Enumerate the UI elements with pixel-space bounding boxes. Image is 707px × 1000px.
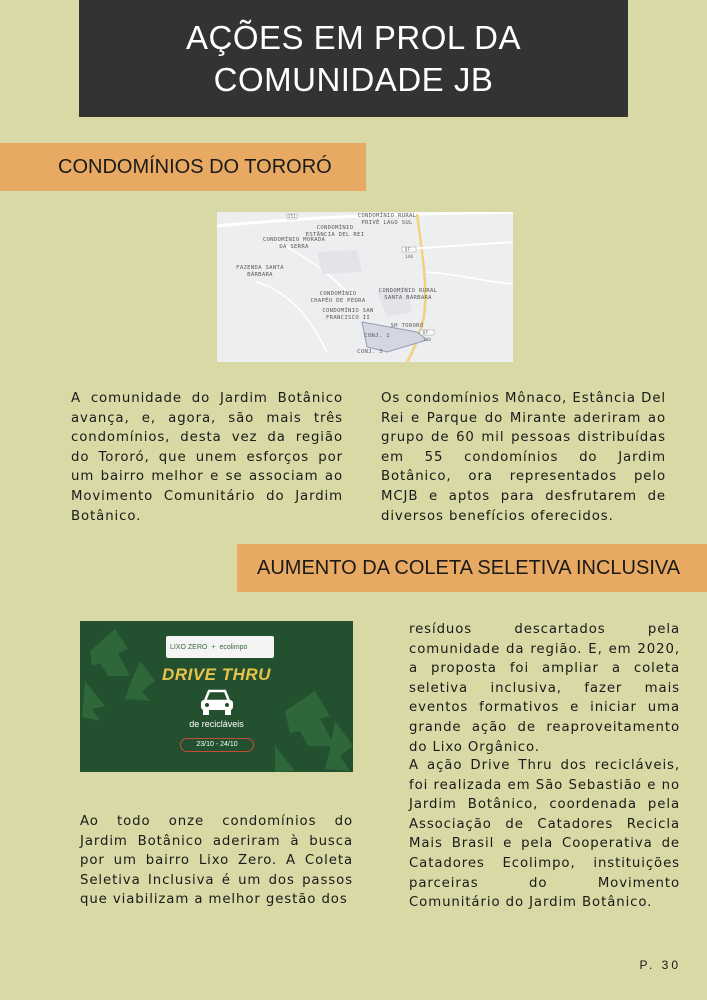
map-label-chapeu: CONDOMÍNIO CHAPÉU DE PEDRA xyxy=(310,291,366,304)
map-label-estancia: CONDOMÍNIO ESTÂNCIA DEL REI xyxy=(305,225,365,238)
map-label-san-francisco: CONDOMÍNIO SAN FRANCISCO II xyxy=(322,308,374,321)
section-heading-tororo: CONDOMÍNIOS DO TORORÓ xyxy=(0,143,366,191)
coleta-text-right-p1: resíduos descartados pela comunidade da região. E, em 2020, a proposta foi ampliar a coleta seletiva inclusiva, fazer mais eventos formativos e iniciar uma grande ação de reaproveitamento do Lixo Orgânico. xyxy=(409,622,680,755)
map-label-rural-santa: CONDOMÍNIO RURAL SANTA BÁRBARA xyxy=(378,288,438,301)
car-icon xyxy=(199,687,235,717)
map-label-rural-prive: CONDOMÍNIO RURAL PRIVÊ LAGO SUL xyxy=(357,213,417,226)
page-title-line2: COMUNIDADE JB xyxy=(213,60,494,98)
tororo-text-right: Os condomínios Mônaco, Estância Del Rei e Parque do Mirante aderiram ao grupo de 60 mil pessoas distribuídas em 55 condomínios do Jardim Botânico, ora representados pelo MCJB e aptos para desfrutarem de diversos benefícios oferecidos. xyxy=(381,391,666,524)
map-roads xyxy=(217,212,513,362)
coleta-text-right-p2: A ação Drive Thru dos recicláveis, foi realizada em São Sebastião e no Jardim Botânico, coordenada pela Associação de Catadores Recicla Mais Brasil e pela Cooperativa de Catadores Ecolimpo, instituições parceiras do Movimento Comunitário do Jardim Botânico. xyxy=(409,758,680,911)
page-title-box xyxy=(79,0,628,117)
coleta-text-left: Ao todo onze condomínios do Jardim Botânico aderiram à busca por um bairro Lixo Zero. A Coleta Seletiva Inclusiva é um dos passos que viabilizam a melhor gestão dos xyxy=(80,814,353,908)
lixo-zero-logo: LIXO ZERO xyxy=(170,643,208,651)
tororo-text-left: A comunidade do Jardim Botânico avança, e, agora, são mais três condomínios, desta vez da região do Tororó, que unem esforços por um bairro melhor e se associam ao Movimento Comunitário do Jardim Botânico. xyxy=(71,391,343,524)
section-heading-coleta: AUMENTO DA COLETA SELETIVA INCLUSIVA xyxy=(237,544,707,592)
poster-subtitle: de recicláveis xyxy=(189,719,244,729)
ecolimpo-logo: ecolimpo xyxy=(219,643,248,651)
page-title-line1: AÇÕES EM PROL DA xyxy=(185,18,522,56)
map-label-conj3: CONJ. 3 xyxy=(357,349,383,355)
plus-icon: + xyxy=(211,643,216,651)
partner-logos xyxy=(166,636,274,658)
poster-dates: 23/10 - 24/10 xyxy=(180,738,254,752)
map-label-fazenda: FAZENDA SANTA BÁRBARA xyxy=(236,265,284,278)
poster-headline: DRIVE THRU xyxy=(162,665,271,684)
map-label-conj1: CONJ. 1 xyxy=(364,333,390,339)
map-label-road-df140b: DF-140 xyxy=(422,330,432,342)
page-number: P. 30 xyxy=(639,958,681,972)
map-label-road-df140a: DF-140 xyxy=(404,247,414,259)
map-label-road-251: 251 xyxy=(287,214,297,219)
map-label-sh-tororo: SH TORORÓ xyxy=(390,323,424,329)
tororo-map xyxy=(217,212,513,362)
drive-thru-poster xyxy=(80,621,353,772)
map-label-morada: CONDOMÍNIO MORADA DA SERRA xyxy=(262,237,326,250)
